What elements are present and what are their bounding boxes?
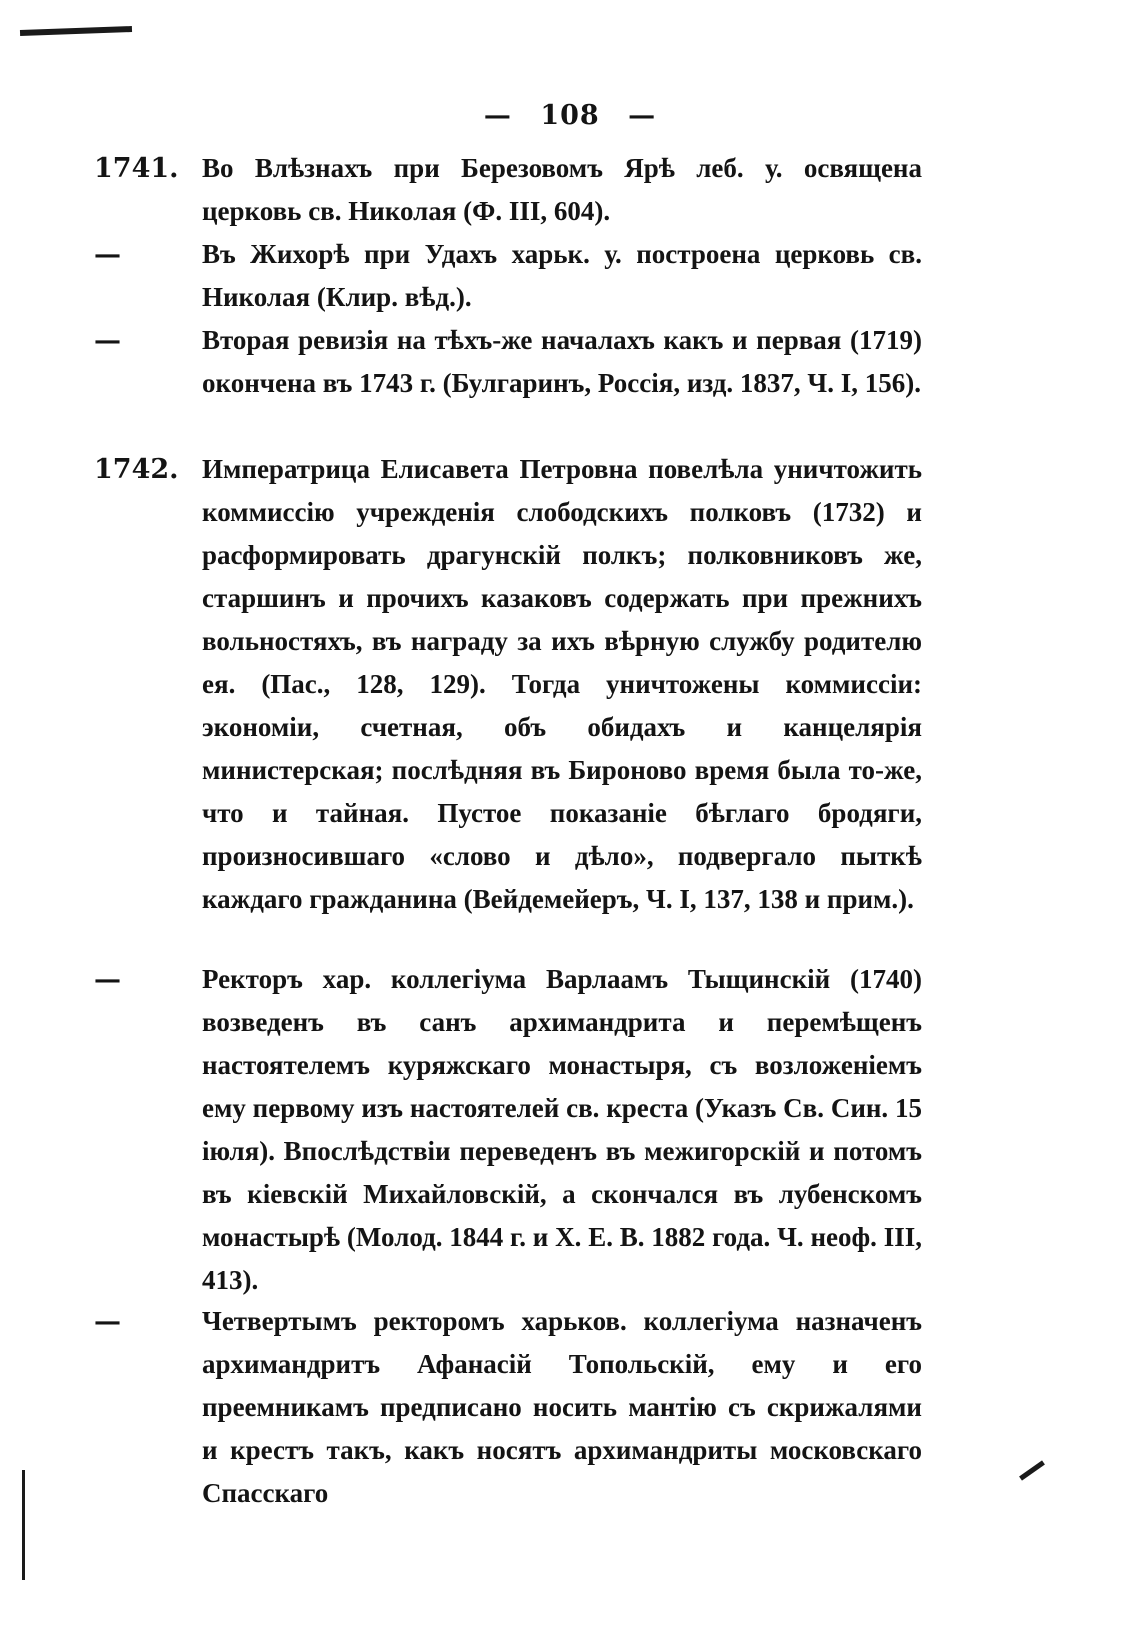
entry-text: Вторая ревизія на тѣхъ-же началахъ какъ и первая (1719) окончена въ 1743 г. (Булгаринъ, Россія, изд. 1837, Ч. I, 156). [202,325,922,398]
page-header [0,100,1140,131]
entry-text: Во Влѣзнахъ при Березовомъ Ярѣ леб. у. освящена церковь св. Николая (Ф. III, 604). [202,153,922,226]
entry-text: Императрица Елисавета Петровна повелѣла уничтожить коммиссію учрежденія слободскихъ полковъ (1732) и расформировать драгунскій полкъ; полковниковъ же, старшинъ и прочихъ казаковъ содержать при прежнихъ вольностяхъ, въ награду за ихъ вѣрную службу родителю ея. (Пас., 128, 129). Тогда уничтожены коммиссіи: экономіи, счетная, объ обидахъ и канцелярія министерская; послѣдняя въ Бироново время была то-же, что и тайная. Пустое показаніе бѣглаго бродяги, произносившаго «слово и дѣло», подвергало пыткѣ каждаго гражданина (Вейдемейеръ, Ч. I, 137, 138 и прим.). [202,454,922,914]
entry-year: — [94,1306,121,1337]
scan-mark-top-left [20,26,132,36]
scan-mark-right-edge [1019,1460,1045,1480]
entry-text: Четвертымъ ректоромъ харьков. коллегіума назначенъ архимандритъ Афанасій Топольскій, ему и его преемникамъ предписано носить мантію съ скрижалями и крестъ такъ, какъ носятъ архимандриты московскаго Спасскаго [202,1306,922,1508]
entry-year: — [94,325,121,356]
entry-year: — [94,964,121,995]
entry-year: — [94,239,121,270]
header-dash-right: — [628,100,657,131]
page-number: 108 [540,100,600,131]
entry-year: 1742. [94,454,179,485]
entry-year: 1741. [94,153,179,184]
scan-mark-left-edge [22,1470,25,1580]
entry-text: Въ Жихорѣ при Удахъ харьк. у. построена церковь св. Николая (Клир. вѣд.). [202,239,922,312]
header-dash-left: — [483,100,512,131]
entry-text: Ректоръ хар. коллегіума Варлаамъ Тыщинскій (1740) возведенъ въ санъ архимандрита и перемѣщенъ настоятелемъ куряжскаго монастыря, съ возложеніемъ ему первому изъ настоятелей св. креста (Указъ Св. Син. 15 іюля). Впослѣдствіи переведенъ въ межигорскій и потомъ въ кіевскій Михайловскій, а скончался въ лубенскомъ монастырѣ (Молод. 1844 г. и Х. Е. В. 1882 года. Ч. неоф. III, 413). [202,964,922,1295]
